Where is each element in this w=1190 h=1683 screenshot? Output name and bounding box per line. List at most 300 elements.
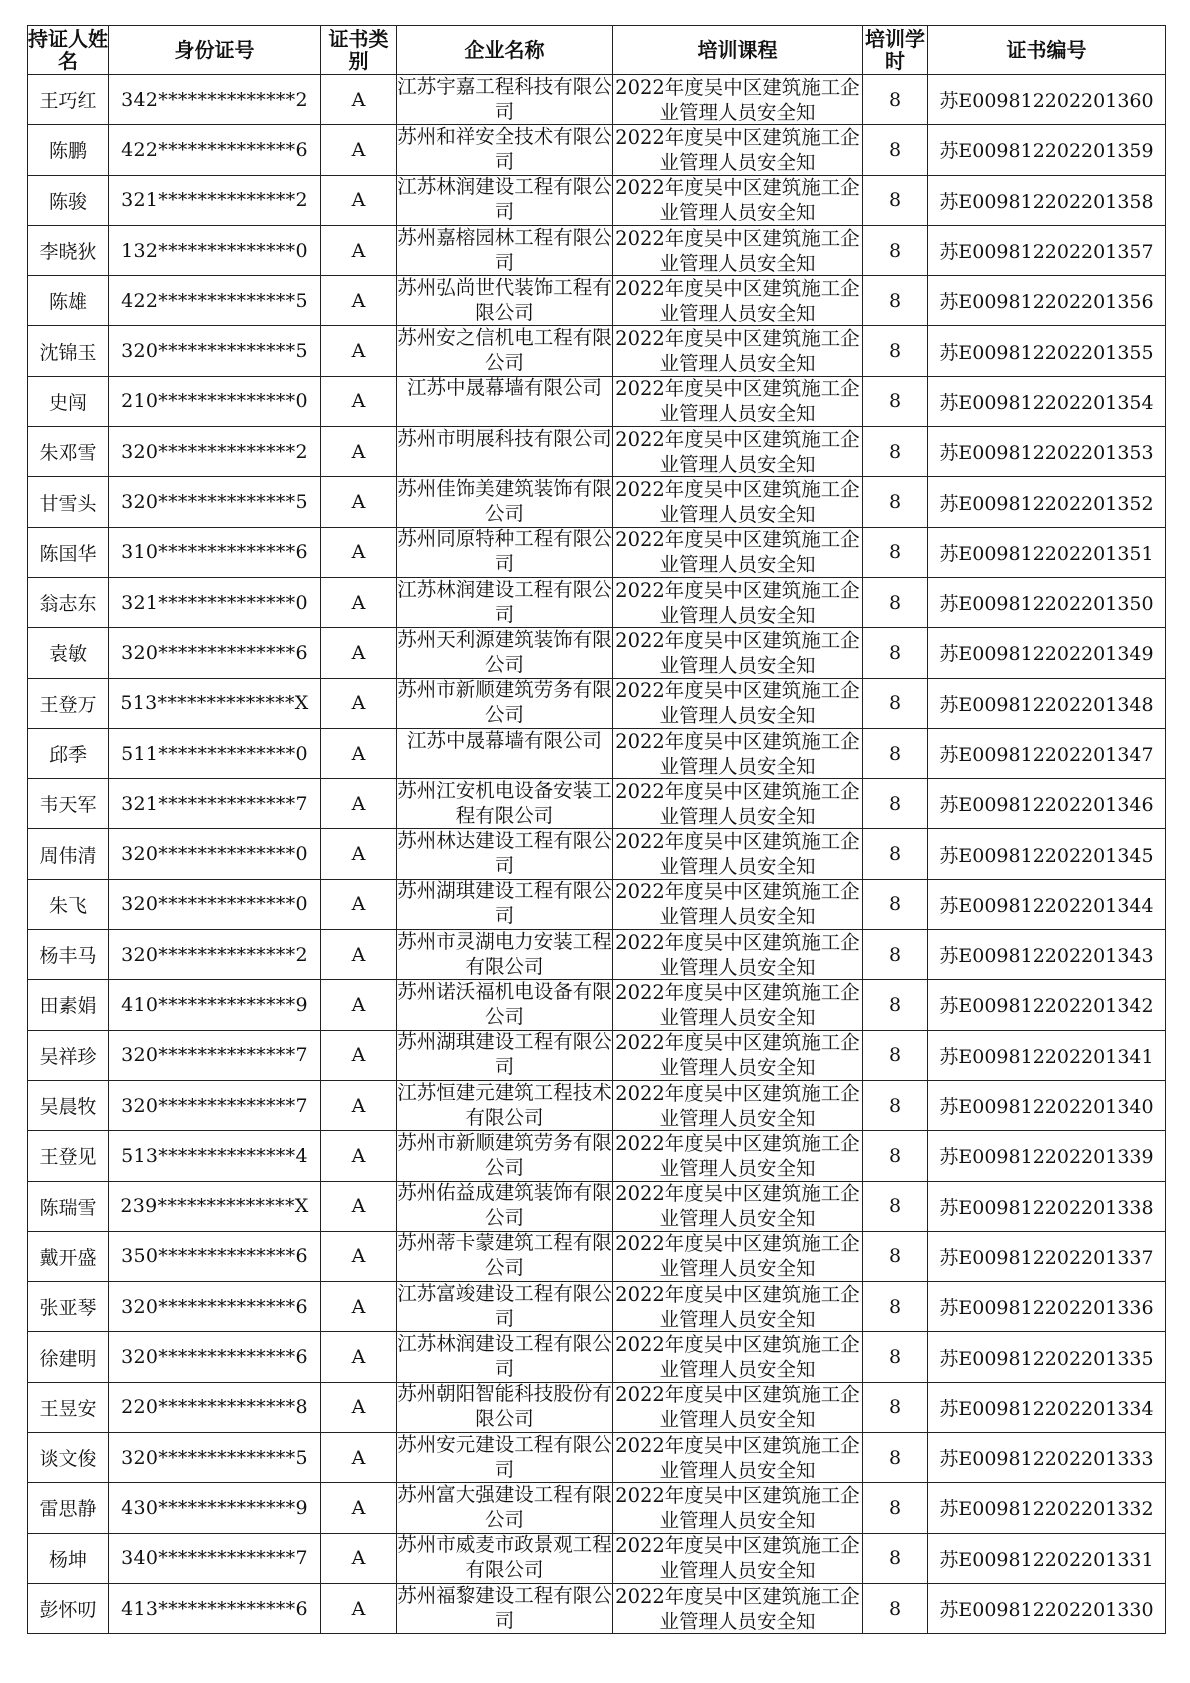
training-course-cell <box>613 477 863 527</box>
training-hours-cell: 8 <box>863 326 928 376</box>
certificate-category-cell: A <box>321 75 397 125</box>
header-id: 身份证号 <box>109 26 321 75</box>
id-number-cell: 321**************2 <box>109 175 321 225</box>
header-company: 企业名称 <box>397 26 613 75</box>
company-name-text: 苏州市新顺建筑劳务有限公司 <box>397 1130 612 1178</box>
training-course-cell <box>613 628 863 678</box>
company-name-text: 江苏林润建设工程有限公司 <box>397 1332 612 1380</box>
company-name-cell <box>397 1483 613 1533</box>
training-course-text: 2022年度吴中区建筑施工企业管理人员安全知 <box>615 276 860 324</box>
certificate-category-cell: A <box>321 477 397 527</box>
id-number-cell: 320**************7 <box>109 1080 321 1130</box>
company-name-text: 江苏林润建设工程有限公司 <box>397 175 612 223</box>
company-name-cell <box>397 527 613 577</box>
training-course-cell <box>613 779 863 829</box>
training-course-text: 2022年度吴中区建筑施工企业管理人员安全知 <box>615 75 860 123</box>
company-name-text: 苏州市威麦市政景观工程有限公司 <box>397 1533 612 1581</box>
header-hours: 培训学时 <box>863 26 928 75</box>
holder-name-cell: 袁敏 <box>28 628 109 678</box>
company-name-text: 苏州市明展科技有限公司 <box>397 426 612 450</box>
training-course-text: 2022年度吴中区建筑施工企业管理人员安全知 <box>615 176 860 224</box>
training-course-cell <box>613 125 863 175</box>
table-row <box>28 1131 1166 1181</box>
training-course-cell <box>613 1282 863 1332</box>
certificate-category-cell: A <box>321 1483 397 1533</box>
id-number-cell: 320**************0 <box>109 879 321 929</box>
certificate-category-cell: A <box>321 1282 397 1332</box>
company-name-cell <box>397 1181 613 1231</box>
company-name-text: 苏州江安机电设备安装工程有限公司 <box>397 778 612 826</box>
certificate-number-cell: 苏E009812202201350 <box>928 577 1166 627</box>
company-name-text: 苏州嘉榕园林工程有限公司 <box>397 225 612 273</box>
training-course-cell <box>613 1382 863 1432</box>
certificate-category-cell: A <box>321 1231 397 1281</box>
training-hours-cell: 8 <box>863 1382 928 1432</box>
id-number-cell: 321**************0 <box>109 577 321 627</box>
holder-name-cell: 甘雪头 <box>28 477 109 527</box>
training-course-cell <box>613 1030 863 1080</box>
holder-name-cell: 王巧红 <box>28 75 109 125</box>
certificate-number-cell: 苏E009812202201339 <box>928 1131 1166 1181</box>
holder-name-cell: 杨丰马 <box>28 930 109 980</box>
holder-name-cell: 陈骏 <box>28 175 109 225</box>
holder-name-cell: 田素娟 <box>28 980 109 1030</box>
table-row <box>28 1282 1166 1332</box>
company-name-text: 苏州弘尚世代装饰工程有限公司 <box>397 275 612 323</box>
training-course-text: 2022年度吴中区建筑施工企业管理人员安全知 <box>615 1333 860 1381</box>
holder-name-cell: 谈文俊 <box>28 1433 109 1483</box>
table-row <box>28 628 1166 678</box>
training-course-text: 2022年度吴中区建筑施工企业管理人员安全知 <box>615 427 860 475</box>
holder-name-cell: 朱邓雪 <box>28 427 109 477</box>
company-name-text: 苏州佑益成建筑装饰有限公司 <box>397 1181 612 1229</box>
table-row <box>28 1080 1166 1130</box>
table-row <box>28 376 1166 426</box>
certificate-number-cell: 苏E009812202201345 <box>928 829 1166 879</box>
company-name-text: 苏州湖琪建设工程有限公司 <box>397 879 612 927</box>
id-number-cell: 340**************7 <box>109 1533 321 1583</box>
company-name-text: 苏州湖琪建设工程有限公司 <box>397 1030 612 1078</box>
id-number-cell: 320**************5 <box>109 1433 321 1483</box>
training-hours-cell: 8 <box>863 1131 928 1181</box>
certificate-category-cell: A <box>321 1080 397 1130</box>
holder-name-cell: 沈锦玉 <box>28 326 109 376</box>
training-course-cell <box>613 577 863 627</box>
company-name-cell <box>397 1080 613 1130</box>
training-hours-cell: 8 <box>863 779 928 829</box>
training-course-text: 2022年度吴中区建筑施工企业管理人员安全知 <box>615 980 860 1028</box>
training-hours-cell: 8 <box>863 1533 928 1583</box>
certificate-number-cell: 苏E009812202201347 <box>928 728 1166 778</box>
table-row <box>28 980 1166 1030</box>
company-name-text: 苏州市新顺建筑劳务有限公司 <box>397 678 612 726</box>
company-name-cell <box>397 75 613 125</box>
certificate-category-cell: A <box>321 779 397 829</box>
holder-name-cell: 韦天军 <box>28 779 109 829</box>
id-number-cell: 320**************2 <box>109 930 321 980</box>
id-number-cell: 132**************0 <box>109 225 321 275</box>
id-number-cell: 511**************0 <box>109 728 321 778</box>
training-hours-cell: 8 <box>863 1181 928 1231</box>
table-row <box>28 427 1166 477</box>
certificate-number-cell: 苏E009812202201343 <box>928 930 1166 980</box>
company-name-cell <box>397 1131 613 1181</box>
training-course-text: 2022年度吴中区建筑施工企业管理人员安全知 <box>615 1584 860 1632</box>
certificate-category-cell: A <box>321 125 397 175</box>
training-hours-cell: 8 <box>863 980 928 1030</box>
training-hours-cell: 8 <box>863 1483 928 1533</box>
company-name-cell <box>397 1533 613 1583</box>
table-row <box>28 1332 1166 1382</box>
certificate-number-cell: 苏E009812202201338 <box>928 1181 1166 1231</box>
training-course-text: 2022年度吴中区建筑施工企业管理人员安全知 <box>615 377 860 425</box>
company-name-cell <box>397 829 613 879</box>
training-course-cell <box>613 678 863 728</box>
training-course-cell <box>613 1433 863 1483</box>
certificate-category-cell: A <box>321 1181 397 1231</box>
training-hours-cell: 8 <box>863 376 928 426</box>
table-row <box>28 225 1166 275</box>
company-name-text: 苏州市灵湖电力安装工程有限公司 <box>397 929 612 977</box>
certificate-number-cell: 苏E009812202201360 <box>928 75 1166 125</box>
company-name-cell <box>397 125 613 175</box>
company-name-cell <box>397 879 613 929</box>
training-hours-cell: 8 <box>863 1080 928 1130</box>
table-row <box>28 276 1166 326</box>
id-number-cell: 342**************2 <box>109 75 321 125</box>
training-course-text: 2022年度吴中区建筑施工企业管理人员安全知 <box>615 578 860 626</box>
certificate-category-cell: A <box>321 1382 397 1432</box>
certificate-category-cell: A <box>321 1583 397 1633</box>
certificate-category-cell: A <box>321 1131 397 1181</box>
id-number-cell: 320**************6 <box>109 1332 321 1382</box>
certificate-category-cell: A <box>321 376 397 426</box>
company-name-cell <box>397 427 613 477</box>
certificate-category-cell: A <box>321 1433 397 1483</box>
training-course-cell <box>613 1533 863 1583</box>
training-course-cell <box>613 1231 863 1281</box>
table-row <box>28 1382 1166 1432</box>
training-course-cell <box>613 527 863 577</box>
training-course-text: 2022年度吴中区建筑施工企业管理人员安全知 <box>615 1483 860 1531</box>
certificate-number-cell: 苏E009812202201332 <box>928 1483 1166 1533</box>
training-course-text: 2022年度吴中区建筑施工企业管理人员安全知 <box>615 930 860 978</box>
certificate-category-cell: A <box>321 175 397 225</box>
company-name-cell <box>397 577 613 627</box>
id-number-cell: 220**************8 <box>109 1382 321 1432</box>
table-row <box>28 829 1166 879</box>
id-number-cell: 413**************6 <box>109 1583 321 1633</box>
company-name-cell <box>397 930 613 980</box>
certificate-number-cell: 苏E009812202201336 <box>928 1282 1166 1332</box>
table-row <box>28 779 1166 829</box>
holder-name-cell: 李晓狄 <box>28 225 109 275</box>
certificate-category-cell: A <box>321 879 397 929</box>
table-row <box>28 1483 1166 1533</box>
training-course-cell <box>613 75 863 125</box>
header-cert: 证书编号 <box>928 26 1166 75</box>
certificate-table <box>27 25 1166 1634</box>
table-row <box>28 527 1166 577</box>
certificate-number-cell: 苏E009812202201340 <box>928 1080 1166 1130</box>
id-number-cell: 320**************6 <box>109 628 321 678</box>
holder-name-cell: 吴晨牧 <box>28 1080 109 1130</box>
certificate-number-cell: 苏E009812202201333 <box>928 1433 1166 1483</box>
company-name-text: 江苏中晟幕墙有限公司 <box>406 376 602 400</box>
training-course-cell <box>613 980 863 1030</box>
company-name-text: 苏州天利源建筑装饰有限公司 <box>397 627 612 675</box>
company-name-cell <box>397 1583 613 1633</box>
company-name-cell <box>397 1332 613 1382</box>
table-row <box>28 728 1166 778</box>
id-number-cell: 410**************9 <box>109 980 321 1030</box>
company-name-text: 江苏中晟幕墙有限公司 <box>406 728 602 752</box>
company-name-text: 苏州诺沃福机电设备有限公司 <box>397 979 612 1027</box>
certificate-category-cell: A <box>321 980 397 1030</box>
training-hours-cell: 8 <box>863 527 928 577</box>
company-name-text: 苏州和祥安全技术有限公司 <box>397 124 612 172</box>
id-number-cell: 321**************7 <box>109 779 321 829</box>
training-course-cell <box>613 1181 863 1231</box>
holder-name-cell: 张亚琴 <box>28 1282 109 1332</box>
training-course-cell <box>613 276 863 326</box>
training-hours-cell: 8 <box>863 678 928 728</box>
table-row <box>28 678 1166 728</box>
training-hours-cell: 8 <box>863 1282 928 1332</box>
company-name-cell <box>397 980 613 1030</box>
company-name-cell <box>397 678 613 728</box>
company-name-cell <box>397 728 613 778</box>
training-course-text: 2022年度吴中区建筑施工企业管理人员安全知 <box>615 1182 860 1230</box>
training-hours-cell: 8 <box>863 1030 928 1080</box>
certificate-category-cell: A <box>321 930 397 980</box>
training-course-text: 2022年度吴中区建筑施工企业管理人员安全知 <box>615 1282 860 1330</box>
holder-name-cell: 王昱安 <box>28 1382 109 1432</box>
training-hours-cell: 8 <box>863 1231 928 1281</box>
id-number-cell: 430**************9 <box>109 1483 321 1533</box>
training-course-text: 2022年度吴中区建筑施工企业管理人员安全知 <box>615 1131 860 1179</box>
header-course: 培训课程 <box>613 26 863 75</box>
training-hours-cell: 8 <box>863 879 928 929</box>
company-name-cell <box>397 326 613 376</box>
training-course-cell <box>613 879 863 929</box>
company-name-text: 苏州同原特种工程有限公司 <box>397 527 612 575</box>
company-name-cell <box>397 779 613 829</box>
company-name-text: 苏州林达建设工程有限公司 <box>397 829 612 877</box>
certificate-category-cell: A <box>321 678 397 728</box>
table-row <box>28 175 1166 225</box>
training-course-cell <box>613 1080 863 1130</box>
id-number-cell: 320**************5 <box>109 477 321 527</box>
certificate-category-cell: A <box>321 427 397 477</box>
company-name-cell <box>397 477 613 527</box>
holder-name-cell: 彭怀叨 <box>28 1583 109 1633</box>
certificate-number-cell: 苏E009812202201359 <box>928 125 1166 175</box>
training-course-cell <box>613 1583 863 1633</box>
table-row <box>28 1181 1166 1231</box>
id-number-cell: 320**************5 <box>109 326 321 376</box>
training-hours-cell: 8 <box>863 427 928 477</box>
certificate-category-cell: A <box>321 527 397 577</box>
training-hours-cell: 8 <box>863 829 928 879</box>
certificate-number-cell: 苏E009812202201341 <box>928 1030 1166 1080</box>
holder-name-cell: 吴祥珍 <box>28 1030 109 1080</box>
training-hours-cell: 8 <box>863 628 928 678</box>
training-course-text: 2022年度吴中区建筑施工企业管理人员安全知 <box>615 779 860 827</box>
certificate-category-cell: A <box>321 628 397 678</box>
table-row <box>28 326 1166 376</box>
header-row <box>28 26 1166 75</box>
certificate-number-cell: 苏E009812202201358 <box>928 175 1166 225</box>
holder-name-cell: 徐建明 <box>28 1332 109 1382</box>
holder-name-cell: 陈国华 <box>28 527 109 577</box>
certificate-category-cell: A <box>321 225 397 275</box>
holder-name-cell: 周伟清 <box>28 829 109 879</box>
company-name-cell <box>397 1030 613 1080</box>
training-course-text: 2022年度吴中区建筑施工企业管理人员安全知 <box>615 1232 860 1280</box>
training-course-text: 2022年度吴中区建筑施工企业管理人员安全知 <box>615 1081 860 1129</box>
table-row <box>28 879 1166 929</box>
company-name-cell <box>397 1433 613 1483</box>
certificate-number-cell: 苏E009812202201354 <box>928 376 1166 426</box>
training-hours-cell: 8 <box>863 577 928 627</box>
certificate-number-cell: 苏E009812202201357 <box>928 225 1166 275</box>
table-row <box>28 1231 1166 1281</box>
training-hours-cell: 8 <box>863 1332 928 1382</box>
table-row <box>28 577 1166 627</box>
table-row <box>28 125 1166 175</box>
header-name: 持证人姓名 <box>28 27 108 73</box>
certificate-category-cell: A <box>321 1332 397 1382</box>
certificate-category-cell: A <box>321 1533 397 1583</box>
certificate-category-cell: A <box>321 1030 397 1080</box>
company-name-cell <box>397 276 613 326</box>
training-course-text: 2022年度吴中区建筑施工企业管理人员安全知 <box>615 1383 860 1431</box>
id-number-cell: 320**************2 <box>109 427 321 477</box>
table-row <box>28 75 1166 125</box>
training-course-text: 2022年度吴中区建筑施工企业管理人员安全知 <box>615 679 860 727</box>
holder-name-cell: 杨坤 <box>28 1533 109 1583</box>
company-name-text: 江苏宇嘉工程科技有限公司 <box>397 74 612 122</box>
company-name-text: 苏州蒂卡蒙建筑工程有限公司 <box>397 1231 612 1279</box>
company-name-text: 江苏富竣建设工程有限公司 <box>397 1281 612 1329</box>
training-course-text: 2022年度吴中区建筑施工企业管理人员安全知 <box>615 1031 860 1079</box>
training-course-text: 2022年度吴中区建筑施工企业管理人员安全知 <box>615 1433 860 1481</box>
holder-name-cell: 陈雄 <box>28 276 109 326</box>
id-number-cell: 320**************0 <box>109 829 321 879</box>
training-course-cell <box>613 376 863 426</box>
training-course-cell <box>613 326 863 376</box>
training-course-text: 2022年度吴中区建筑施工企业管理人员安全知 <box>615 226 860 274</box>
training-course-cell <box>613 728 863 778</box>
certificate-category-cell: A <box>321 276 397 326</box>
id-number-cell: 310**************6 <box>109 527 321 577</box>
holder-name-cell: 王登万 <box>28 678 109 728</box>
company-name-text: 江苏林润建设工程有限公司 <box>397 577 612 625</box>
holder-name-cell: 陈瑞雪 <box>28 1181 109 1231</box>
training-course-text: 2022年度吴中区建筑施工企业管理人员安全知 <box>615 478 860 526</box>
table-row <box>28 1533 1166 1583</box>
company-name-text: 苏州朝阳智能科技股份有限公司 <box>397 1382 612 1430</box>
holder-name-cell: 王登见 <box>28 1131 109 1181</box>
certificate-number-cell: 苏E009812202201330 <box>928 1583 1166 1633</box>
holder-name-cell: 朱飞 <box>28 879 109 929</box>
company-name-text: 苏州安之信机电工程有限公司 <box>397 326 612 374</box>
company-name-cell <box>397 1282 613 1332</box>
certificate-number-cell: 苏E009812202201349 <box>928 628 1166 678</box>
certificate-number-cell: 苏E009812202201352 <box>928 477 1166 527</box>
certificate-number-cell: 苏E009812202201331 <box>928 1533 1166 1583</box>
training-course-cell <box>613 829 863 879</box>
company-name-text: 苏州佳饰美建筑装饰有限公司 <box>397 477 612 525</box>
certificate-number-cell: 苏E009812202201353 <box>928 427 1166 477</box>
training-course-text: 2022年度吴中区建筑施工企业管理人员安全知 <box>615 830 860 878</box>
holder-name-cell: 戴开盛 <box>28 1231 109 1281</box>
id-number-cell: 422**************6 <box>109 125 321 175</box>
training-course-cell <box>613 930 863 980</box>
training-hours-cell: 8 <box>863 1583 928 1633</box>
certificate-category-cell: A <box>321 577 397 627</box>
certificate-number-cell: 苏E009812202201344 <box>928 879 1166 929</box>
certificate-number-cell: 苏E009812202201356 <box>928 276 1166 326</box>
certificate-number-cell: 苏E009812202201337 <box>928 1231 1166 1281</box>
company-name-cell <box>397 628 613 678</box>
table-row <box>28 1433 1166 1483</box>
certificate-number-cell: 苏E009812202201348 <box>928 678 1166 728</box>
certificate-number-cell: 苏E009812202201351 <box>928 527 1166 577</box>
certificate-number-cell: 苏E009812202201334 <box>928 1382 1166 1432</box>
training-hours-cell: 8 <box>863 477 928 527</box>
training-course-text: 2022年度吴中区建筑施工企业管理人员安全知 <box>615 628 860 676</box>
company-name-cell <box>397 225 613 275</box>
training-course-text: 2022年度吴中区建筑施工企业管理人员安全知 <box>615 327 860 375</box>
training-hours-cell: 8 <box>863 930 928 980</box>
training-hours-cell: 8 <box>863 125 928 175</box>
id-number-cell: 320**************7 <box>109 1030 321 1080</box>
training-course-text: 2022年度吴中区建筑施工企业管理人员安全知 <box>615 125 860 173</box>
company-name-text: 江苏恒建元建筑工程技术有限公司 <box>397 1080 612 1128</box>
training-hours-cell: 8 <box>863 1433 928 1483</box>
id-number-cell: 513**************4 <box>109 1131 321 1181</box>
training-course-text: 2022年度吴中区建筑施工企业管理人员安全知 <box>615 880 860 928</box>
training-course-text: 2022年度吴中区建筑施工企业管理人员安全知 <box>615 1534 860 1582</box>
training-course-cell <box>613 427 863 477</box>
company-name-text: 苏州富大强建设工程有限公司 <box>397 1482 612 1530</box>
certificate-number-cell: 苏E009812202201335 <box>928 1332 1166 1382</box>
training-hours-cell: 8 <box>863 276 928 326</box>
training-course-cell <box>613 1483 863 1533</box>
table-row <box>28 477 1166 527</box>
id-number-cell: 210**************0 <box>109 376 321 426</box>
holder-name-cell: 邱季 <box>28 728 109 778</box>
certificate-category-cell: A <box>321 829 397 879</box>
training-course-cell <box>613 1131 863 1181</box>
training-course-cell <box>613 1332 863 1382</box>
company-name-cell <box>397 1382 613 1432</box>
table-row <box>28 1030 1166 1080</box>
id-number-cell: 422**************5 <box>109 276 321 326</box>
training-course-cell <box>613 175 863 225</box>
training-hours-cell: 8 <box>863 75 928 125</box>
header-category: 证书类别 <box>321 26 397 75</box>
holder-name-cell: 雷思静 <box>28 1483 109 1533</box>
training-course-cell <box>613 225 863 275</box>
company-name-cell <box>397 376 613 426</box>
id-number-cell: 239**************X <box>109 1181 321 1231</box>
table-row <box>28 930 1166 980</box>
training-hours-cell: 8 <box>863 728 928 778</box>
training-hours-cell: 8 <box>863 225 928 275</box>
